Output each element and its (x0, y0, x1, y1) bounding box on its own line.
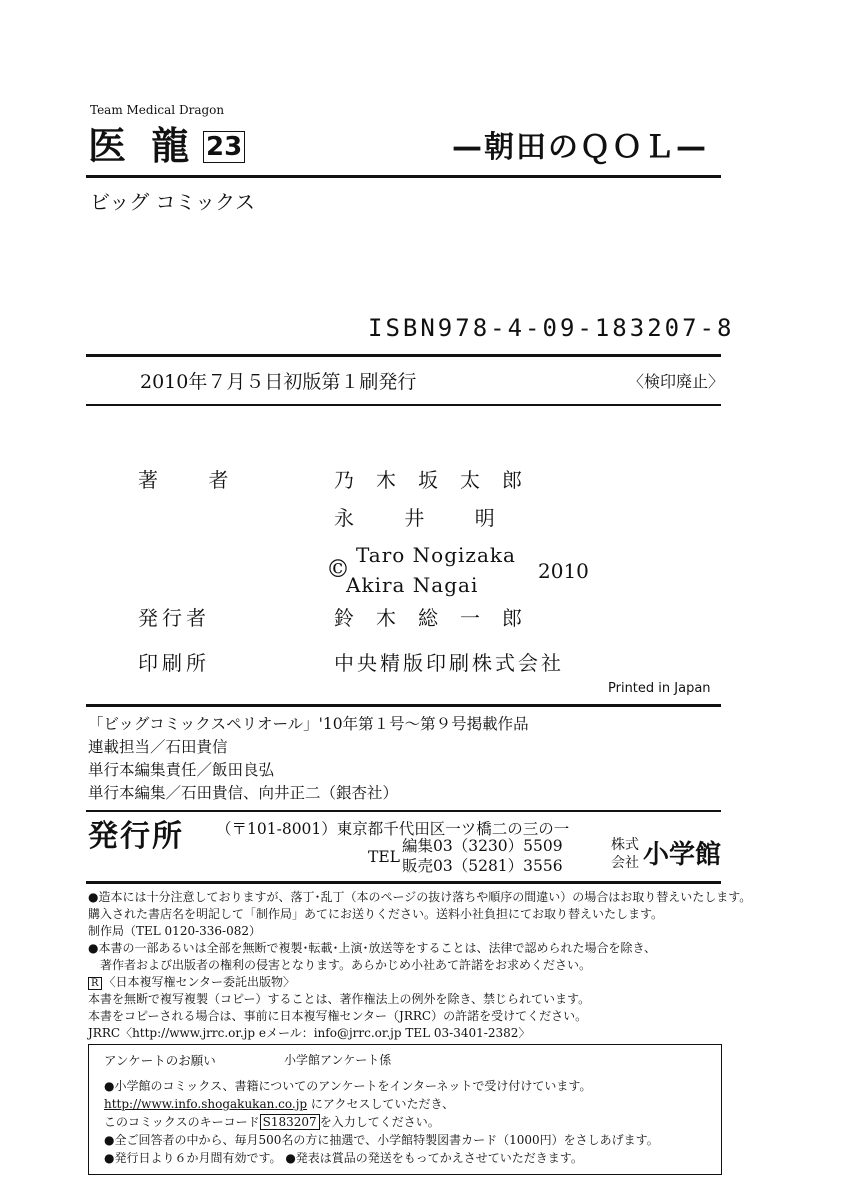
jrrc-contact: JRRC〈http://www.jrrc.or.jp eメール：info@jrrc.or.jp TEL 03-3401-2382〉 (88, 1026, 531, 1040)
publisher-office-label: 発行所 (88, 819, 184, 854)
editorial-rule (86, 810, 721, 812)
tel-editorial: 編集03（3230）5509 (402, 837, 563, 855)
book-subtitle: —朝田のＱＯＬ— (452, 130, 708, 165)
survey-keycode-prefix: このコミックスのキーコード (104, 1115, 260, 1129)
printer-label: 印刷所 (138, 651, 210, 675)
seal-note: 〈検印廃止〉 (628, 372, 725, 391)
tel-sales: 販売03（5281）3556 (402, 857, 563, 875)
notice-line: 本書をコピーされる場合は、事前に日本複写権センター（JRRC）の許諾を受けてください。 (88, 1009, 588, 1023)
printer-name: 中央精版印刷株式会社 (334, 651, 564, 675)
survey-line: ●小学館のコミックス、書籍についてのアンケートをインターネットで受け付けています。 (104, 1079, 592, 1093)
isbn-rule (86, 354, 721, 357)
credits-rule (86, 704, 721, 707)
survey-keycode: S183207 (260, 1114, 320, 1130)
company-prefix-1: 株式 (611, 837, 639, 853)
survey-url-line (104, 1096, 454, 1113)
survey-line: ●発行日より６か月間有効です。 ●発表は賞品の発送をもってかえさせていただきます。 (104, 1151, 583, 1165)
jrrc-heading: 〈日本複写権センター委託出版物〉 (103, 975, 296, 989)
survey-heading: アンケートのお願い (104, 1053, 216, 1068)
book-editor-chief: 単行本編集責任／飯田良弘 (88, 761, 275, 779)
book-title: 医 龍 (88, 124, 196, 168)
author-name-2: 永 井 明 (334, 506, 517, 530)
notice-line: 本書を無断で複写複製（コピー）することは、著作権法上の例外を除き、禁じられています。 (88, 992, 591, 1006)
publisher-name: 鈴木総一郎 (334, 606, 544, 630)
edition-date: 2010年７月５日初版第１刷発行 (140, 371, 417, 393)
notice-line: 購入された書店名を明記して「制作局」あてにお送りください。送料小社負担にてお取り替えいたします。 (88, 907, 664, 921)
header-rule (86, 175, 721, 178)
survey-url[interactable]: http://www.info.shogakukan.co.jp (104, 1097, 308, 1111)
book-editors: 単行本編集／石田貴信、向井正二（銀杏社） (88, 784, 399, 802)
notice-line: 制作局（TEL 0120-336-082） (88, 924, 262, 938)
publisher-address: （〒101-8001）東京都千代田区一ツ橋二の三の一 (216, 820, 570, 838)
jrrc-line (88, 974, 295, 991)
survey-url-suffix: にアクセスしていただき、 (307, 1097, 455, 1111)
copyright-symbol: © (326, 555, 350, 583)
edition-rule (86, 404, 721, 406)
publisher-address-text: 〒101-8001）東京都千代田区一ツ橋二の三の一 (231, 820, 570, 838)
copyright-year: 2010 (538, 559, 589, 583)
copyright-name-2: Akira Nagai (346, 573, 479, 597)
volume-number: 23 (203, 131, 245, 163)
company-prefix-2: 会社 (611, 855, 639, 871)
publisher-rule (86, 881, 721, 884)
author-label: 著 者 (138, 468, 251, 492)
survey-keycode-suffix: を入力してください。 (319, 1115, 440, 1129)
notice-line: ●本書の一部あるいは全部を無断で複製･転載･上演･放送等をすることは、法律で認められた場合を除き、 (88, 941, 656, 955)
series-english-title: Team Medical Dragon (90, 103, 225, 117)
survey-dept: 小学館アンケート係 (284, 1053, 392, 1067)
isbn: ISBN978-4-09-183207-8 (368, 314, 735, 342)
publisher-label: 発行者 (138, 606, 210, 630)
printed-in-japan: Printed in Japan (608, 681, 711, 696)
notice-line: 著作者および出版者の権利の侵害となります。あらかじめ小社あて許諾をお求めください。 (100, 958, 592, 972)
serialization-info: 「ビッグコミックスペリオール」'10年第１号～第９号掲載作品 (88, 715, 529, 733)
copyright-name-1: Taro Nogizaka (356, 543, 516, 567)
notice-line: ●造本には十分注意しておりますが、落丁･乱丁（本のページの抜け落ちや順序の間違い）の場合はお取り替えいたします。 (88, 890, 752, 904)
imprint-label: ビッグ コミックス (90, 190, 255, 214)
serial-editor: 連載担当／石田貴信 (88, 738, 228, 756)
survey-line: ●全ご回答者の中から、毎月500名の方に抽選で、小学館特製図書カード（1000円）をさしあげます。 (104, 1133, 659, 1147)
author-name-1: 乃木坂太郎 (334, 468, 544, 492)
tel-label: TEL (368, 848, 400, 866)
company-name: 小学館 (643, 840, 722, 870)
jrrc-r-mark-icon: R (88, 977, 102, 990)
survey-keycode-line (104, 1114, 440, 1131)
